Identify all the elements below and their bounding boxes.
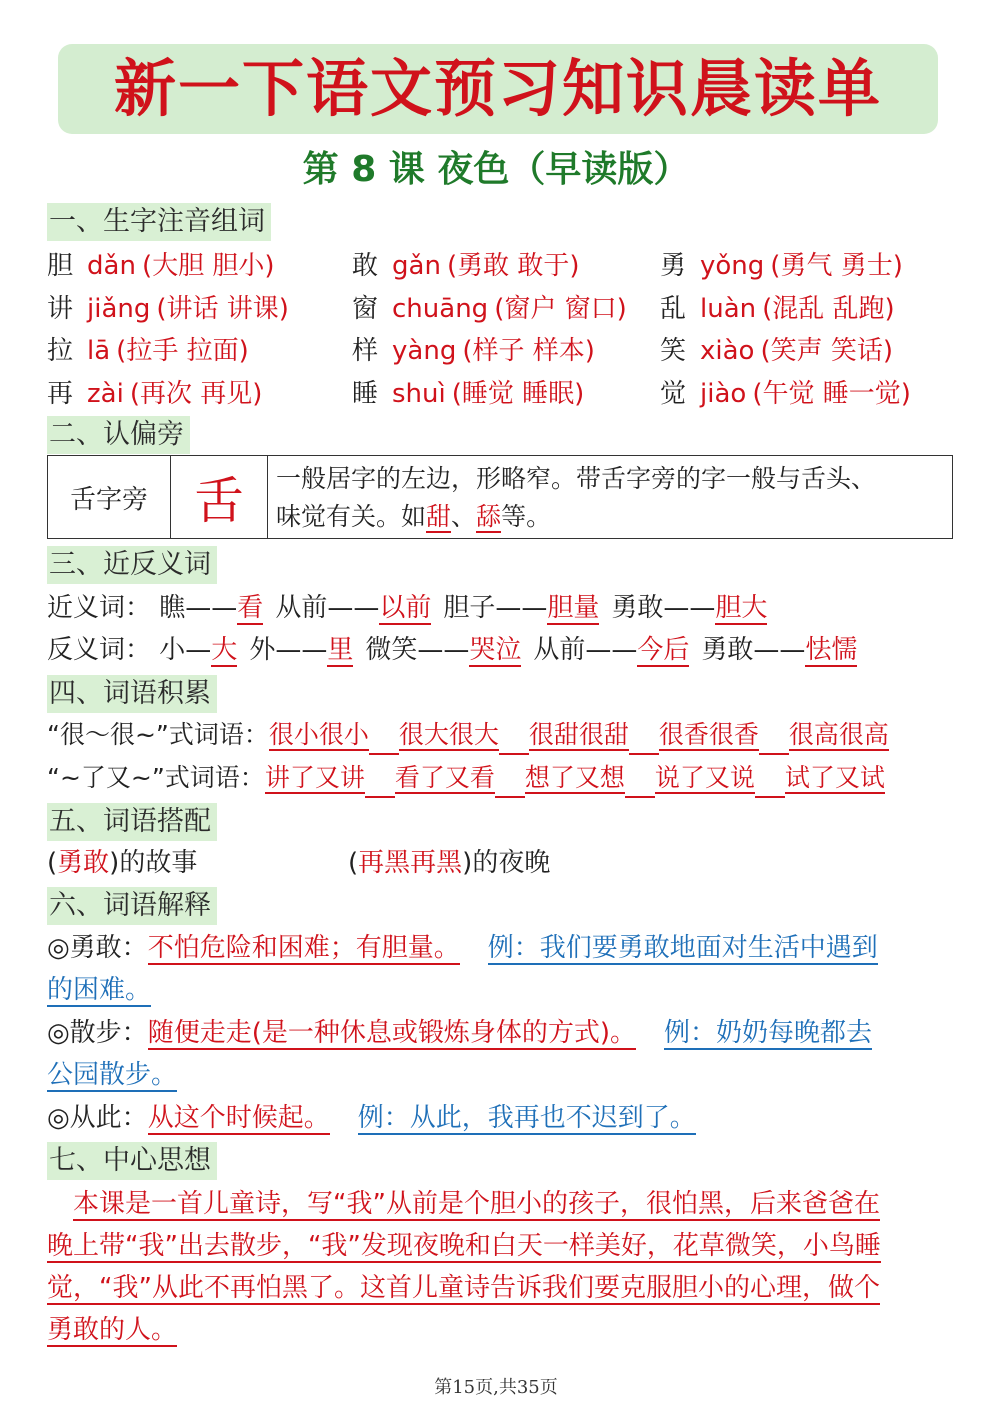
collocation-item-1 [47,845,197,881]
radical-glyph: 舌 [171,456,268,538]
antonyms-row [47,632,857,668]
accumulate-word: 很大很大 [398,720,499,749]
accumulate-word: 试了又试 [784,763,885,792]
char-pinyin: dǎn [87,251,136,281]
char-glyph: 勇 [660,251,687,281]
radical-name: 舌字旁 [48,456,171,538]
explanation-item [47,1015,872,1051]
accumulate-word: 想了又想 [524,763,625,792]
coll1-fill: 勇敢 [57,848,110,878]
char-entry [660,333,893,369]
char-entry [660,248,903,284]
section-heading-2: 二、认偏旁 [47,416,190,454]
antonyms-answer: 哭泣 [469,635,522,665]
radical-example-1: 甜 [426,502,452,531]
char-words: (午觉 睡一觉) [752,378,911,409]
char-entry [352,291,627,327]
accumulate-gap [369,717,399,755]
accumulate-gap [629,717,659,755]
char-pinyin: shuì [392,378,446,409]
char-glyph: 窗 [352,293,379,324]
char-glyph: 讲 [47,293,74,324]
char-pinyin: yǒng [700,251,765,281]
synonyms-term: 从前—— [275,593,380,623]
char-entry [352,376,584,412]
explanation-meaning: 不怕危险和困难；有胆量。 [147,933,460,963]
char-entry [47,248,275,284]
page-footer: 第15页,共35页 [434,1377,558,1398]
char-pinyin: zài [87,378,124,409]
central-line-4: 勇敢的人。 [47,1315,178,1345]
explanation-item [47,1100,696,1136]
char-glyph: 拉 [47,336,74,366]
synonyms-answer: 以前 [379,593,432,623]
synonyms-label: 近义词： [47,593,152,623]
title-part1: 新一下语文预习 [113,52,562,125]
explanation-example-end: 的困难。 [47,975,152,1005]
explanation-example-end: 公园散步。 [47,1060,178,1090]
section-heading-3: 三、近反义词 [47,546,217,584]
antonyms-term: 小— [159,635,212,665]
explanation-term: ◎散步： [47,1018,148,1048]
explanation-example: 例：奶奶每晚都去 [663,1018,872,1048]
radical-description [268,456,952,538]
char-words: (窗户 窗口) [494,293,627,324]
char-pinyin: jiǎng [87,293,151,324]
coll2-open: ( [348,848,359,878]
accumulate-word: 很香很香 [658,720,759,749]
section-heading-7: 七、中心思想 [47,1142,217,1180]
char-glyph: 笑 [660,336,687,366]
accumulate-word: 很小很小 [268,720,369,749]
char-words: (睡觉 睡眠) [451,378,585,409]
char-words: (样子 样本) [462,336,595,366]
antonyms-term: 微笑—— [365,635,470,665]
char-entry [352,333,595,369]
char-glyph: 再 [47,378,74,409]
char-entry [47,333,249,369]
antonyms-answer: 大 [211,635,238,665]
accumulate-word: 很甜很甜 [528,720,629,749]
explanation-example-cont [47,1057,177,1093]
char-glyph: 觉 [660,378,687,409]
radical-example-sep: 、 [451,502,477,531]
central-line-1: 本课是一首儿童诗，写“我”从前是个胆小的孩子，很怕黑，后来爸爸在 [73,1189,880,1219]
antonyms-answer: 怯懦 [805,635,858,665]
synonyms-row [47,590,767,626]
radical-table [47,455,953,539]
accumulate-word: 说了又说 [654,763,755,792]
radical-desc-line2 [276,498,944,536]
explanation-item [47,930,878,966]
char-entry [660,376,911,412]
accumulate-row-2 [47,760,885,798]
central-line-2: 晚上带“我”出去散步，“我”发现夜晚和白天一样美好，花草微笑，小鸟睡 [47,1231,881,1261]
synonyms-term: 胆子—— [443,593,548,623]
antonyms-label: 反义词： [47,635,152,665]
char-glyph: 敢 [352,251,379,281]
explanation-term: ◎从此： [47,1103,148,1133]
explanation-meaning: 从这个时候起。 [147,1103,330,1133]
antonyms-term: 勇敢—— [701,635,806,665]
radical-example-2: 舔 [476,502,502,531]
coll2-close: )的夜晚 [462,848,551,878]
accumulate-word: 讲了又讲 [264,763,365,792]
accumulate-row-1 [47,717,889,755]
char-words: (再次 再见) [129,378,263,409]
accumulate-gap [755,760,785,798]
lesson-subtitle: 第 8 课 夜色（早读版） [302,149,690,190]
char-pinyin: xiào [700,336,755,366]
explanation-example-cont [47,972,151,1008]
accumulate-word: 很高很高 [788,720,889,749]
radical-desc-line1: 一般居字的左边，形略窄。带舌字旁的字一般与舌头、 [276,464,877,493]
radical-desc-pre: 味觉有关。如 [276,502,427,531]
accumulate-gap [759,717,789,755]
section-heading-4: 四、词语积累 [47,675,217,713]
accumulate-gap [365,760,395,798]
char-entry [660,291,895,327]
char-entry [47,376,262,412]
accumulate-word: 看了又看 [394,763,495,792]
antonyms-term: 从前—— [533,635,638,665]
coll1-close: )的故事 [109,848,198,878]
accumulate-label-1: “很～很~”式词语： [47,720,269,749]
char-pinyin: gǎn [392,251,441,281]
explanation-example: 例：从此，我再也不迟到了。 [357,1103,696,1133]
radical-desc-post: 等。 [501,502,552,531]
synonyms-answer: 胆大 [715,593,768,623]
central-line-3: 觉，“我”从此不再怕黑了。这首儿童诗告诉我们要克服胆小的心理，做个 [47,1273,880,1303]
char-words: (混乱 乱跑) [762,293,895,324]
accumulate-gap [495,760,525,798]
char-glyph: 胆 [47,251,74,281]
antonyms-answer: 里 [327,635,354,665]
char-words: (勇气 勇士) [770,251,903,281]
char-pinyin: yàng [392,336,457,366]
synonyms-term: 瞧—— [159,593,238,623]
explanation-term: ◎勇敢： [47,933,148,963]
title-part2: 知识晨读单 [562,52,883,125]
char-words: (勇敢 敢于) [446,251,580,281]
char-words: (大胆 胆小) [141,251,275,281]
char-pinyin: jiào [700,378,747,409]
char-words: (拉手 拉面) [116,336,249,366]
section-heading-6: 六、词语解释 [47,887,217,925]
char-entry [47,291,289,327]
antonyms-term: 外—— [249,635,328,665]
antonyms-answer: 今后 [637,635,690,665]
title-banner [58,44,938,134]
accumulate-gap [499,717,529,755]
char-pinyin: chuāng [392,293,489,324]
synonyms-answer: 胆量 [547,593,600,623]
section-heading-1: 一、生字注音组词 [47,203,271,241]
collocation-item-2 [348,845,550,881]
explanation-meaning: 随便走走(是一种休息或锻炼身体的方式)。 [147,1018,636,1048]
char-glyph: 乱 [660,293,687,324]
coll1-open: ( [47,848,58,878]
char-pinyin: lā [87,336,111,366]
accumulate-gap [625,760,655,798]
central-idea [47,1183,947,1351]
char-entry [352,248,580,284]
explanation-example: 例：我们要勇敢地面对生活中遇到 [487,933,878,963]
accumulate-label-2: “~了又~”式词语： [47,763,265,792]
char-glyph: 睡 [352,378,379,409]
synonyms-answer: 看 [237,593,264,623]
synonyms-term: 勇敢—— [611,593,716,623]
char-pinyin: luàn [700,293,757,324]
coll2-fill: 再黑再黑 [358,848,463,878]
section-heading-5: 五、词语搭配 [47,803,217,841]
char-words: (讲话 讲课) [156,293,289,324]
char-words: (笑声 笑话) [760,336,894,366]
char-glyph: 样 [352,336,379,366]
